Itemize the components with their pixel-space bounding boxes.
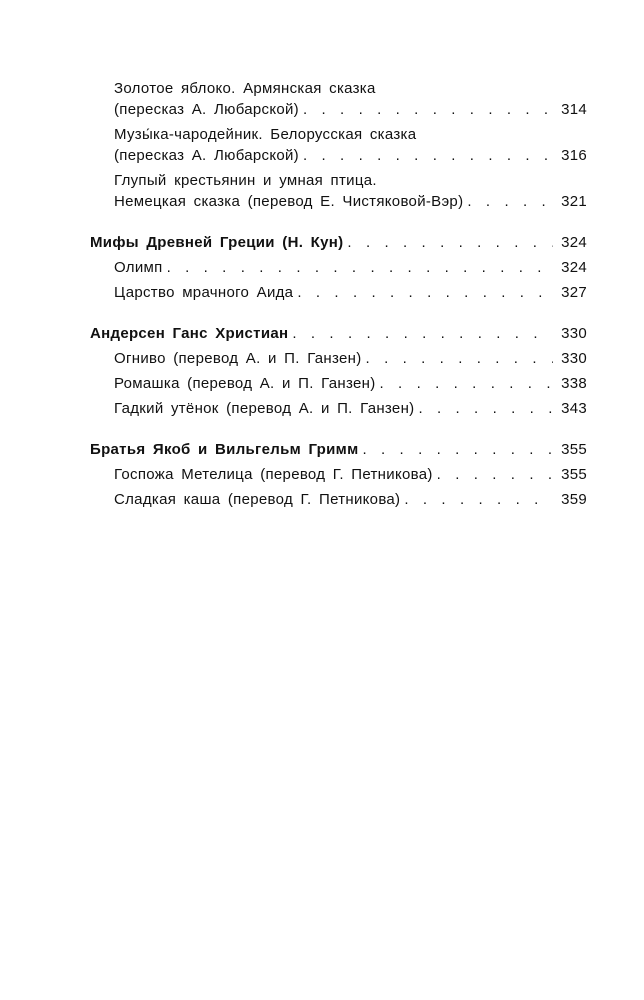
leader-dots	[437, 464, 553, 485]
leader-dots	[366, 348, 553, 369]
table-of-contents	[90, 78, 587, 514]
section-gap	[90, 423, 587, 439]
page-number: 330	[561, 325, 587, 342]
toc-entry-title: Ромашка (перевод А. и П. Ганзен)	[114, 375, 376, 392]
leader-dots	[303, 99, 553, 120]
toc-entry-title: Глупый крестьянин и умная птица.	[114, 172, 377, 189]
page-number: 316	[561, 147, 587, 164]
leader-dots	[404, 489, 553, 510]
toc-entry-title: Царство мрачного Аида	[114, 284, 294, 301]
toc-entry-ugly-duckling[interactable]	[90, 398, 587, 419]
section-title: Андерсен Ганс Христиан	[90, 325, 289, 342]
toc-entry-golden-apple[interactable]	[90, 78, 587, 120]
toc-entry-mother-holle[interactable]	[90, 464, 587, 485]
toc-entry-sweet-porridge[interactable]	[90, 489, 587, 510]
leader-dots	[362, 439, 553, 460]
page-number: 321	[561, 193, 587, 210]
toc-section-andersen[interactable]	[90, 323, 587, 344]
page-number: 338	[561, 375, 587, 392]
page-number: 324	[561, 234, 587, 251]
toc-entry-title-cont: (пересказ А. Любарской)	[114, 147, 299, 164]
toc-entry-title: Музы́ка-чародейник. Белорусская сказка	[114, 126, 417, 143]
leader-dots	[297, 282, 553, 303]
toc-entry-title: Золотое яблоко. Армянская сказка	[114, 80, 376, 97]
section-title: Братья Якоб и Вильгельм Гримм	[90, 441, 359, 458]
toc-entry-hades[interactable]	[90, 282, 587, 303]
page-number: 330	[561, 350, 587, 367]
toc-entry-olympus[interactable]	[90, 257, 587, 278]
toc-entry-title: Огниво (перевод А. и П. Ганзен)	[114, 350, 362, 367]
page-number: 327	[561, 284, 587, 301]
toc-entry-title: Госпожа Метелица (перевод Г. Петникова)	[114, 466, 433, 483]
section-gap	[90, 307, 587, 323]
toc-section-grimm[interactable]	[90, 439, 587, 460]
toc-entry-stupid-peasant[interactable]	[90, 170, 587, 212]
leader-dots	[292, 323, 553, 344]
page-number: 359	[561, 491, 587, 508]
toc-entry-title: Сладкая каша (перевод Г. Петникова)	[114, 491, 401, 508]
leader-dots	[380, 373, 554, 394]
toc-entry-daisy[interactable]	[90, 373, 587, 394]
toc-entry-title-cont: Немецкая сказка (перевод Е. Чистяковой-Вэр)	[114, 193, 464, 210]
toc-section-greek-myths[interactable]	[90, 232, 587, 253]
toc-entry-music-sorcerer[interactable]	[90, 124, 587, 166]
page-number: 355	[561, 441, 587, 458]
section-gap	[90, 216, 587, 232]
toc-entry-title: Гадкий утёнок (перевод А. и П. Ганзен)	[114, 400, 415, 417]
leader-dots	[418, 398, 553, 419]
leader-dots	[347, 232, 553, 253]
page-number: 343	[561, 400, 587, 417]
page-number: 355	[561, 466, 587, 483]
toc-entry-tinderbox[interactable]	[90, 348, 587, 369]
page-number: 324	[561, 259, 587, 276]
leader-dots	[303, 145, 553, 166]
page-number: 314	[561, 101, 587, 118]
section-title: Мифы Древней Греции (Н. Кун)	[90, 234, 344, 251]
toc-entry-title: Олимп	[114, 259, 163, 276]
leader-dots	[467, 191, 553, 212]
toc-entry-title-cont: (пересказ А. Любарской)	[114, 101, 299, 118]
leader-dots	[167, 257, 553, 278]
